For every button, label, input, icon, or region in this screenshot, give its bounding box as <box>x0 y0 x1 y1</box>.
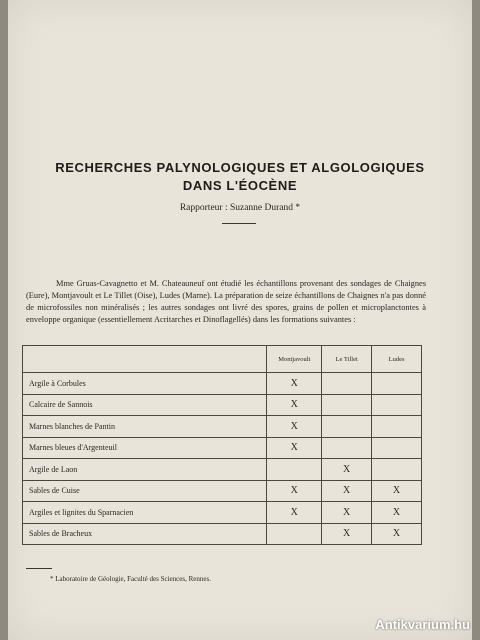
column-header: Montjavoult <box>267 346 322 373</box>
formation-label: Calcaire de Sannois <box>23 394 267 416</box>
presence-mark: X <box>267 437 322 459</box>
rapporteur-line: Rapporteur : Suzanne Durand * <box>179 203 301 213</box>
presence-mark: X <box>267 416 322 438</box>
presence-mark: X <box>267 480 322 502</box>
formation-label: Marnes blanches de Pantin <box>23 416 267 438</box>
table-row <box>23 394 422 416</box>
presence-mark <box>322 373 372 395</box>
title-separator <box>222 223 256 224</box>
presence-mark <box>372 394 422 416</box>
table-row <box>23 480 422 502</box>
presence-mark: X <box>372 502 422 524</box>
presence-mark <box>322 394 372 416</box>
column-header: Ludes <box>372 346 422 373</box>
table-row <box>23 502 422 524</box>
table-row <box>23 416 422 438</box>
presence-mark <box>267 459 322 481</box>
watermark-logo: Antikvarium.hu <box>375 617 470 632</box>
presence-mark <box>322 437 372 459</box>
presence-mark: X <box>322 480 372 502</box>
formations-table <box>22 345 422 545</box>
presence-mark: X <box>372 523 422 545</box>
title-line-2: DANS L'ÉOCÈNE <box>182 178 298 193</box>
title-line-1: RECHERCHES PALYNOLOGIQUES ET ALGOLOGIQUES <box>55 160 425 175</box>
presence-mark: X <box>322 523 372 545</box>
formation-label: Argile de Laon <box>23 459 267 481</box>
presence-mark <box>372 437 422 459</box>
formation-label: Argiles et lignites du Sparnacien <box>23 502 267 524</box>
table-row <box>23 523 422 545</box>
presence-mark: X <box>267 394 322 416</box>
presence-mark: X <box>267 502 322 524</box>
formation-label: Marnes bleues d'Argenteuil <box>23 437 267 459</box>
formation-label: Sables de Bracheux <box>23 523 267 545</box>
presence-mark: X <box>322 502 372 524</box>
header-empty-cell <box>23 346 267 373</box>
presence-mark: X <box>372 480 422 502</box>
body-paragraph <box>26 278 426 326</box>
presence-mark <box>372 373 422 395</box>
formation-label: Sables de Cuise <box>23 480 267 502</box>
table-row <box>23 459 422 481</box>
table-row <box>23 437 422 459</box>
footnote: * Laboratoire de Géologie, Faculté des Sciences, Rennes. <box>50 575 211 583</box>
table-row <box>23 373 422 395</box>
column-header: Le Tillet <box>322 346 372 373</box>
presence-mark: X <box>322 459 372 481</box>
presence-mark: X <box>267 373 322 395</box>
presence-mark <box>372 416 422 438</box>
formation-label: Argile à Corbules <box>23 373 267 395</box>
presence-mark <box>322 416 372 438</box>
paragraph-text: Mme Gruas-Cavagnetto et M. Chateauneuf ont étudié les échantillons provenant des sondages de Chaignes (Eure), Montjavoult et Le Tillet (Oise), Ludes (Marne). La préparation de seize échantillons de Chaignes n'a pas donné de microfossiles non minéralisés ; les autres sondages ont livré des spores, grains de pollen et microplanctontes à enveloppe organique (essentiellement Acritarches et Dinoflagellés) dans les formations suivantes : <box>26 279 426 324</box>
table-header-row <box>23 346 422 373</box>
presence-mark <box>372 459 422 481</box>
footnote-separator <box>26 568 52 569</box>
presence-mark <box>267 523 322 545</box>
